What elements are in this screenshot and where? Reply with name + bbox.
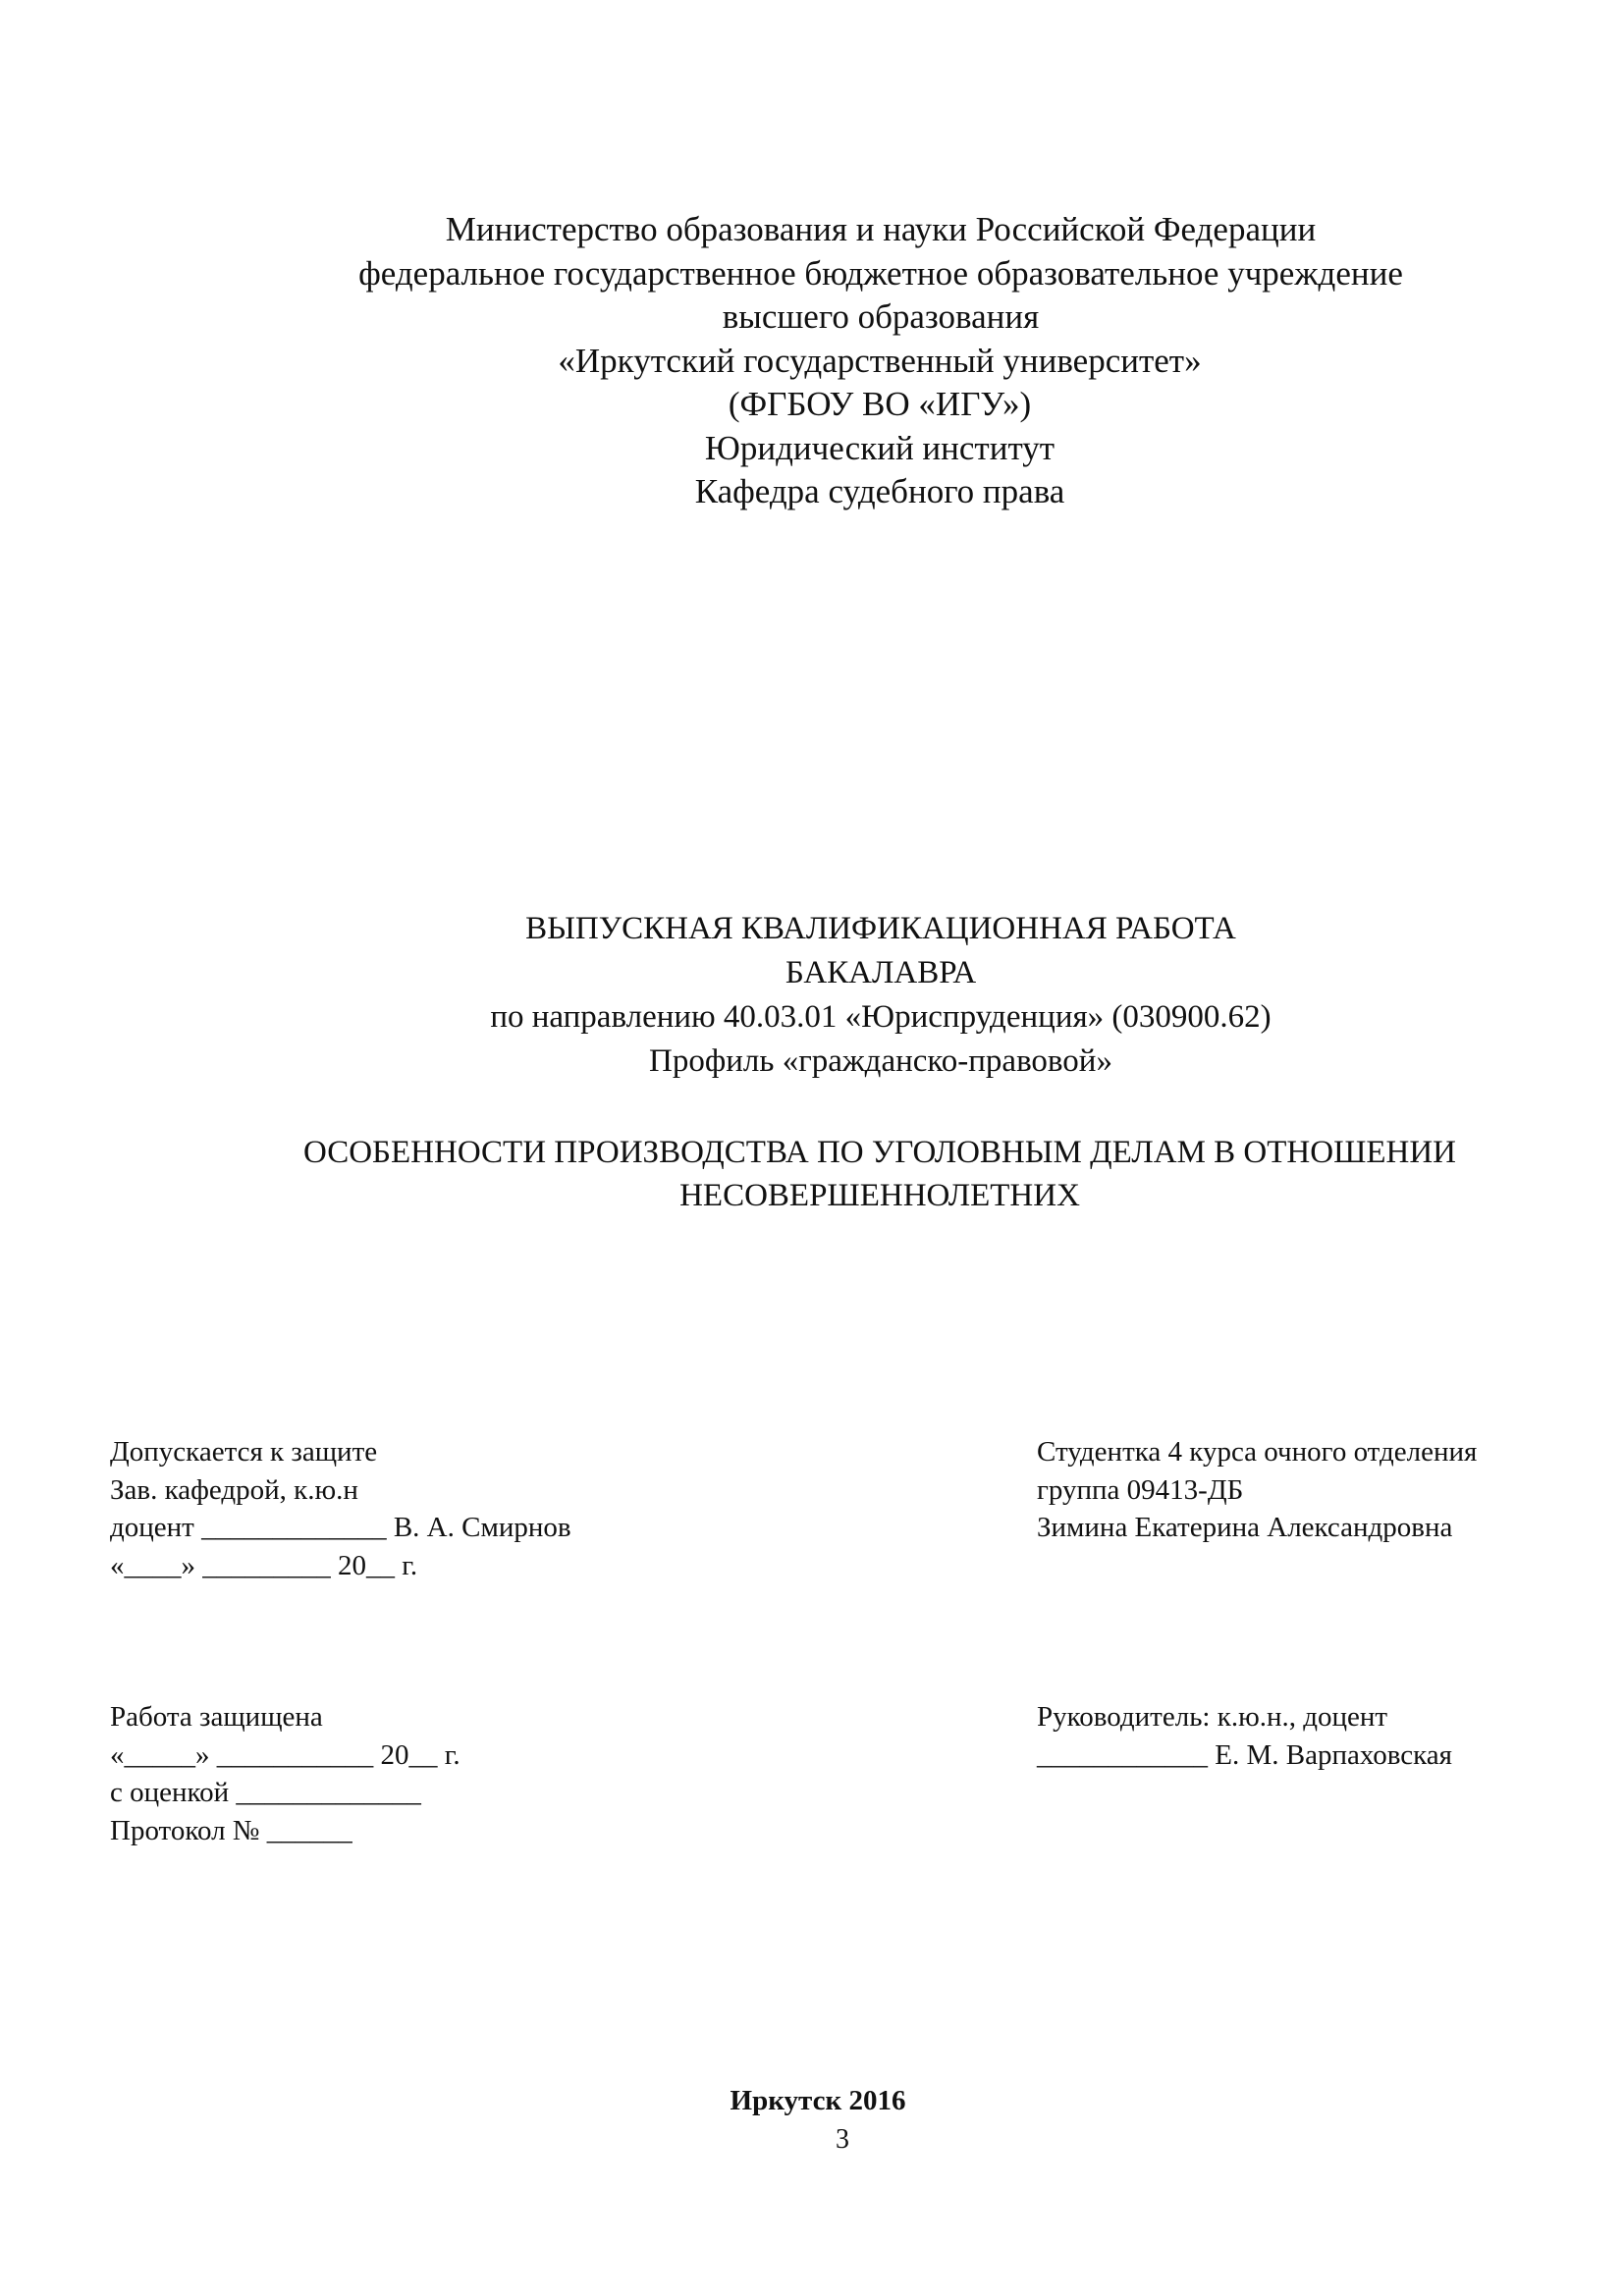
grade-line: с оценкой _____________ bbox=[110, 1777, 421, 1808]
head-signature-line: доцент _____________ В. А. Смирнов bbox=[110, 1512, 571, 1543]
head-of-department-line: Зав. кафедрой, к.ю.н bbox=[110, 1473, 358, 1506]
page-number-text: 3 bbox=[836, 2124, 849, 2155]
student-name-line: Зимина Екатерина Александровна bbox=[1037, 1512, 1453, 1543]
supervisor-signature-line: ____________ Е. М. Варпаховская bbox=[1037, 1738, 1453, 1771]
work-type-title: ВЫПУСКНАЯ КВАЛИФИКАЦИОННАЯ РАБОТА bbox=[525, 911, 1236, 946]
supervisor-block bbox=[1037, 1698, 1452, 1774]
defense-date-line: «_____» ___________ 20__ г. bbox=[110, 1738, 460, 1771]
defense-title: Работа защищена bbox=[110, 1701, 323, 1733]
protocol-line: Протокол № ______ bbox=[110, 1814, 352, 1846]
institution-header bbox=[0, 208, 1624, 514]
university-abbr-line: (ФГБОУ ВО «ИГУ») bbox=[728, 385, 1032, 423]
university-name-line: «Иркутский государственный университет» bbox=[558, 341, 1202, 380]
education-level-line: высшего образования bbox=[722, 297, 1040, 336]
city-year bbox=[0, 2083, 1624, 2118]
supervisor-title-line: Руководитель: к.ю.н., доцент bbox=[1037, 1701, 1388, 1733]
admission-title: Допускается к защите bbox=[110, 1436, 378, 1468]
topic-line-1: ОСОБЕННОСТИ ПРОИЗВОДСТВА ПО УГОЛОВНЫМ ДЕЛАМ В ОТНОШЕНИИ bbox=[302, 1135, 1457, 1170]
defense-block bbox=[110, 1698, 460, 1849]
student-group-line: группа 09413-ДБ bbox=[1037, 1473, 1244, 1506]
profile-line: Профиль «гражданско-правовой» bbox=[649, 1043, 1112, 1079]
thesis-topic bbox=[0, 1131, 1624, 1217]
degree-line: БАКАЛАВРА bbox=[785, 955, 977, 990]
student-course-line: Студентка 4 курса очного отделения bbox=[1037, 1436, 1478, 1468]
page-number bbox=[0, 2123, 1624, 2157]
institute-line: Юридический институт bbox=[704, 428, 1056, 467]
department-line: Кафедра судебного права bbox=[694, 472, 1065, 510]
student-block bbox=[1037, 1433, 1477, 1547]
topic-line-2: НЕСОВЕРШЕННОЛЕТНИХ bbox=[679, 1178, 1080, 1213]
work-type-block bbox=[0, 907, 1624, 1084]
ministry-line: Министерство образования и науки Российской Федерации bbox=[445, 210, 1317, 248]
city-year-text: Иркутск 2016 bbox=[730, 2085, 906, 2116]
institution-type-line: федеральное государственное бюджетное образовательное учреждение bbox=[358, 253, 1403, 293]
admission-block bbox=[110, 1433, 571, 1584]
admission-date-line: «____» _________ 20__ г. bbox=[110, 1549, 418, 1581]
direction-line: по направлению 40.03.01 «Юриспруденция» (030900.62) bbox=[490, 999, 1272, 1035]
